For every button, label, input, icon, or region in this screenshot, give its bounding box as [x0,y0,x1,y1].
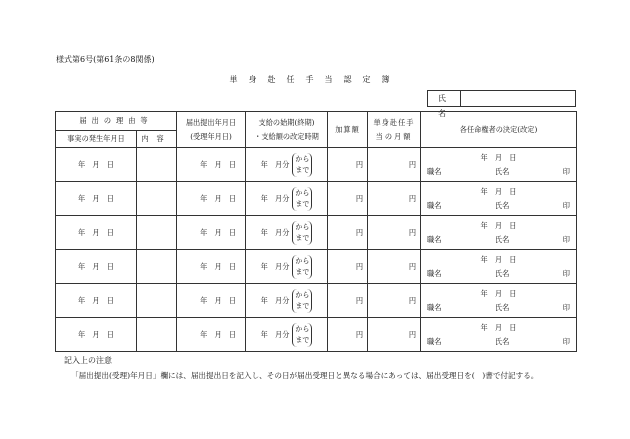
ledger-rows [56,148,577,352]
from-label: から [295,290,310,299]
decision-signature-line [421,233,576,247]
from-label: から [295,222,310,231]
additional-amount-unit: 円 [355,261,364,271]
submission-date-cell[interactable] [177,216,246,250]
monthly-amount-unit: 円 [408,227,417,237]
occurrence-date-text: 年 月 日 [78,159,114,169]
additional-amount-cell[interactable] [328,284,368,318]
decision-signature-line [421,335,576,349]
monthly-amount-cell[interactable] [368,284,421,318]
name-field[interactable] [427,90,576,118]
additional-amount-unit: 円 [355,159,364,169]
header-decision: 各任命権者の決定(改定) [421,112,577,148]
decision-date: 年 月 日 [480,322,517,332]
contents-cell[interactable] [137,182,177,216]
decision-signature-line [421,165,576,179]
payment-period-text: 年 月分 [260,193,290,203]
decision-cell[interactable] [421,216,577,250]
header-received-date-label: (受理年月日) [190,131,232,141]
notes-title: 記入上の注意 [64,356,112,365]
from-until-brace [292,187,312,211]
monthly-amount-cell[interactable] [368,182,421,216]
decision-signature-line [421,199,576,213]
notes-text: 「届出提出(受理)年月日」欄には、届出提出日を記入し、その日が届出受理日と異なる場合にあっては、届出受理日を( )書で付記する。 [71,371,539,380]
submission-date-cell[interactable] [177,284,246,318]
table-row [56,148,577,182]
from-until-brace [292,289,312,313]
payment-period-text: 年 月分 [260,261,290,271]
contents-cell[interactable] [137,284,177,318]
monthly-amount-cell[interactable] [368,148,421,182]
occurrence-date-cell[interactable] [56,318,137,352]
decision-signature-line [421,267,576,281]
payment-period-cell[interactable] [246,284,328,318]
from-until-brace [292,153,312,177]
from-label: から [295,188,310,197]
contents-cell[interactable] [137,216,177,250]
payment-period-cell[interactable] [246,318,328,352]
additional-amount-cell[interactable] [328,216,368,250]
additional-amount-unit: 円 [355,329,364,339]
table-row [56,318,577,352]
from-until-brace [292,221,312,245]
additional-amount-cell[interactable] [328,148,368,182]
header-payment-change-label: ・支給額の改定時期 [254,131,319,141]
from-label: から [295,154,310,163]
payment-period-text: 年 月分 [260,295,290,305]
contents-cell[interactable] [137,250,177,284]
page-title: 単身赴任手当認定簿 [229,75,401,84]
monthly-amount-unit: 円 [408,261,417,271]
payment-period-text: 年 月分 [260,227,290,237]
additional-amount-unit: 円 [355,227,364,237]
ledger-table [55,111,577,352]
occurrence-date-text: 年 月 日 [78,227,114,237]
decision-date: 年 月 日 [480,220,517,230]
until-label: まで [295,335,310,344]
person-name-label: 氏名 [494,234,510,244]
decision-cell[interactable] [421,318,577,352]
decision-date: 年 月 日 [480,288,517,298]
submission-date-text: 年 月 日 [200,329,237,339]
header-row [56,112,577,131]
person-name-label: 氏名 [494,336,510,346]
occurrence-date-cell[interactable] [56,216,137,250]
monthly-amount-unit: 円 [408,329,417,339]
monthly-amount-unit: 円 [408,159,417,169]
header-submission-date-label: 届出提出年月日 [185,117,237,127]
decision-date: 年 月 日 [480,152,517,162]
name-label: 氏名 [428,91,461,106]
decision-date: 年 月 日 [480,186,517,196]
header-payment-period-label: 支給の始期(終期) [258,117,315,127]
seal-mark: 印 [562,234,570,244]
submission-date-cell[interactable] [177,148,246,182]
position-label: 職名 [427,166,442,176]
decision-date: 年 月 日 [480,254,517,264]
position-label: 職名 [427,268,442,278]
seal-mark: 印 [562,268,570,278]
table-row [56,182,577,216]
until-label: まで [295,267,310,276]
occurrence-date-text: 年 月 日 [78,261,114,271]
monthly-amount-unit: 円 [408,295,417,305]
seal-mark: 印 [562,200,570,210]
decision-cell[interactable] [421,148,577,182]
payment-period-cell[interactable] [246,148,328,182]
occurrence-date-text: 年 月 日 [78,193,114,203]
additional-amount-cell[interactable] [328,318,368,352]
submission-date-text: 年 月 日 [200,159,237,169]
until-label: まで [295,301,310,310]
table-row [56,284,577,318]
from-label: から [295,324,310,333]
person-name-label: 氏名 [494,166,510,176]
form-number: 様式第6号(第61条の8関係) [56,55,155,64]
header-monthly-amount [368,112,421,148]
submission-date-cell[interactable] [177,250,246,284]
header-monthly-amount-label-1: 単身赴任手 [373,117,415,127]
occurrence-date-text: 年 月 日 [78,295,114,305]
additional-amount-unit: 円 [355,295,364,305]
seal-mark: 印 [562,166,570,176]
additional-amount-unit: 円 [355,193,364,203]
table-row [56,250,577,284]
person-name-label: 氏名 [494,200,510,210]
until-label: まで [295,165,310,174]
monthly-amount-cell[interactable] [368,250,421,284]
until-label: まで [295,233,310,242]
submission-date-cell[interactable] [177,318,246,352]
payment-period-cell[interactable] [246,216,328,250]
header-monthly-amount-label-2: 当の月額 [375,131,413,141]
position-label: 職名 [427,200,442,210]
contents-cell[interactable] [137,318,177,352]
decision-signature-line [421,301,576,315]
person-name-label: 氏名 [494,302,510,312]
payment-period-text: 年 月分 [260,159,290,169]
payment-period-text: 年 月分 [260,329,290,339]
contents-cell[interactable] [137,148,177,182]
occurrence-date-cell[interactable] [56,148,137,182]
submission-date-text: 年 月 日 [200,295,237,305]
header-notification-reason: 届出の理由等 [56,112,177,131]
from-label: から [295,256,310,265]
monthly-amount-cell[interactable] [368,318,421,352]
position-label: 職名 [427,234,442,244]
submission-date-text: 年 月 日 [200,261,237,271]
occurrence-date-text: 年 月 日 [78,329,114,339]
header-payment-period [246,112,328,148]
position-label: 職名 [427,302,442,312]
decision-cell[interactable] [421,284,577,318]
occurrence-date-cell[interactable] [56,182,137,216]
header-occurrence-date: 事実の発生年月日 [56,131,137,148]
additional-amount-cell[interactable] [328,182,368,216]
header-contents: 内容 [137,131,177,148]
seal-mark: 印 [562,302,570,312]
person-name-label: 氏名 [494,268,510,278]
table-row [56,216,577,250]
submission-date-cell[interactable] [177,182,246,216]
from-until-brace [292,323,312,347]
decision-cell[interactable] [421,182,577,216]
monthly-amount-cell[interactable] [368,216,421,250]
submission-date-text: 年 月 日 [200,193,237,203]
submission-date-text: 年 月 日 [200,227,237,237]
header-submission-date [177,112,246,148]
occurrence-date-cell[interactable] [56,250,137,284]
seal-mark: 印 [562,336,570,346]
monthly-amount-unit: 円 [408,193,417,203]
occurrence-date-cell[interactable] [56,284,137,318]
from-until-brace [292,255,312,279]
payment-period-cell[interactable] [246,182,328,216]
header-additional-amount: 加算額 [328,112,368,148]
until-label: まで [295,199,310,208]
decision-cell[interactable] [421,250,577,284]
position-label: 職名 [427,336,442,346]
additional-amount-cell[interactable] [328,250,368,284]
payment-period-cell[interactable] [246,250,328,284]
